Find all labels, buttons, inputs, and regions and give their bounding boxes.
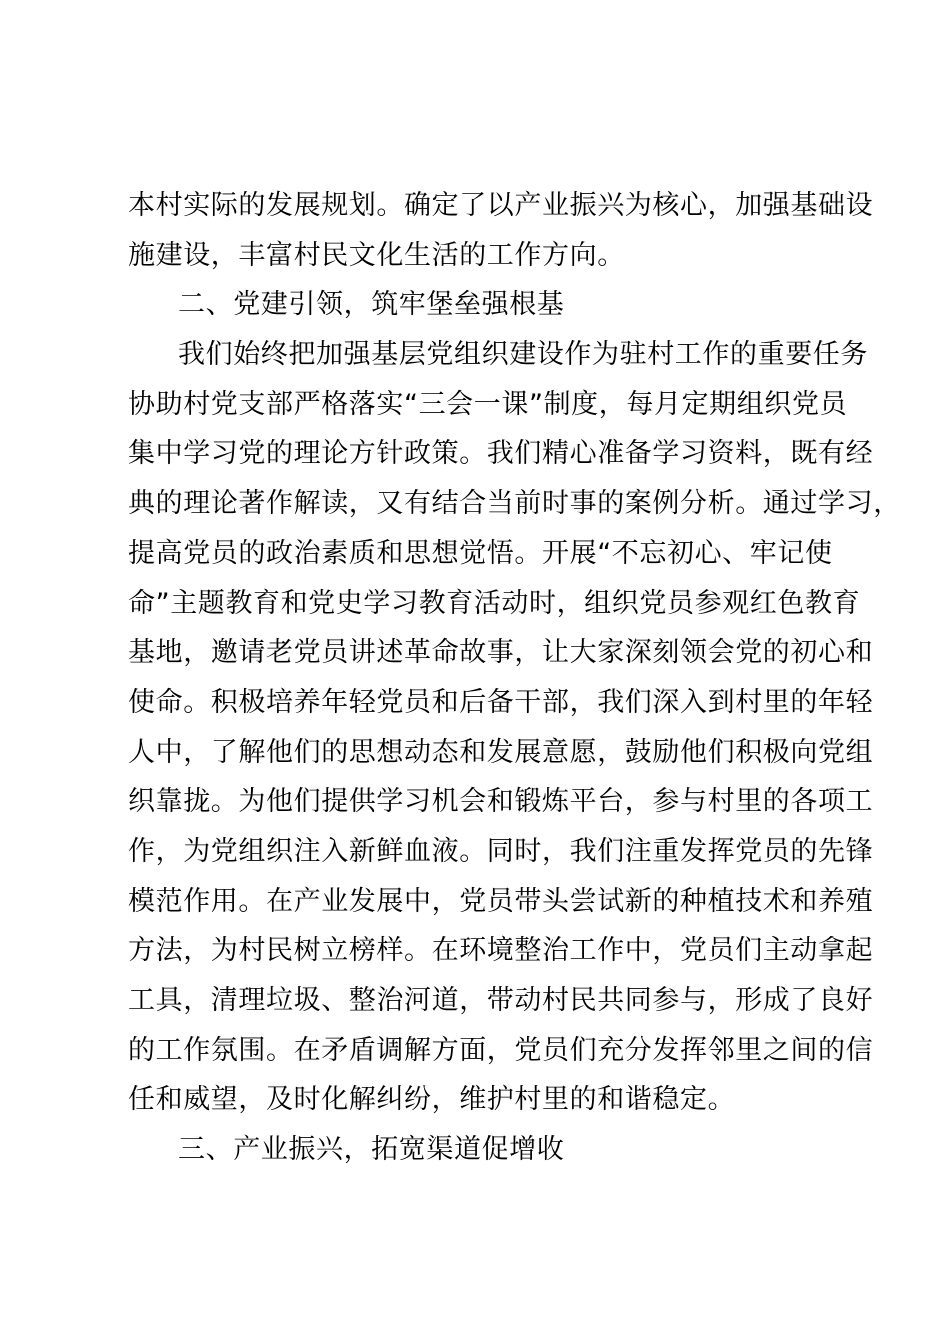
- paragraph-line: 工具，清理垃圾、整治河道，带动村民共同参与，形成了良好: [128, 985, 874, 1016]
- paragraph-line: 基地，邀请老党员讲述革命故事，让大家深刻领会党的初心和: [128, 637, 874, 668]
- paragraph-line: 方法，为村民树立榜样。在环境整治工作中，党员们主动拿起: [128, 935, 874, 966]
- paragraph-line: 使命。积极培养年轻党员和后备干部，我们深入到村里的年轻: [128, 687, 874, 718]
- paragraph-line: 施建设，丰富村民文化生活的工作方向。: [128, 240, 625, 271]
- paragraph-line: 集中学习党的理论方针政策。我们精心准备学习资料，既有经: [128, 438, 874, 469]
- paragraph-line: 人中，了解他们的思想动态和发展意愿，鼓励他们积极向党组: [128, 737, 874, 768]
- paragraph-line: 命”主题教育和党史学习教育活动时，组织党员参观红色教育: [128, 588, 861, 619]
- paragraph-line: 作，为党组织注入新鲜血液。同时，我们注重发挥党员的先锋: [128, 836, 874, 867]
- section-heading: 三、产业振兴，拓宽渠道促增收: [178, 1134, 565, 1165]
- paragraph-line: 任和威望，及时化解纠纷，维护村里的和谐稳定。: [128, 1084, 736, 1115]
- paragraph-line: 织靠拢。为他们提供学习机会和锻炼平台，参与村里的各项工: [128, 786, 874, 817]
- paragraph-line: 协助村党支部严格落实“三会一课”制度，每月定期组织党员: [128, 389, 848, 420]
- section-heading: 二、党建引领，筑牢堡垒强根基: [178, 289, 565, 320]
- paragraph-line: 典的理论著作解读，又有结合当前时事的案例分析。通过学习，: [128, 488, 901, 519]
- paragraph-line: 本村实际的发展规划。确定了以产业振兴为核心，加强基础设: [128, 190, 874, 221]
- paragraph-line: 提高党员的政治素质和思想觉悟。开展“不忘初心、牢记使: [128, 538, 833, 569]
- paragraph-line: 的工作氛围。在矛盾调解方面，党员们充分发挥邻里之间的信: [128, 1035, 874, 1066]
- paragraph-line: 模范作用。在产业发展中，党员带头尝试新的种植技术和养殖: [128, 886, 874, 917]
- paragraph-line: 我们始终把加强基层党组织建设作为驻村工作的重要任务: [178, 339, 868, 370]
